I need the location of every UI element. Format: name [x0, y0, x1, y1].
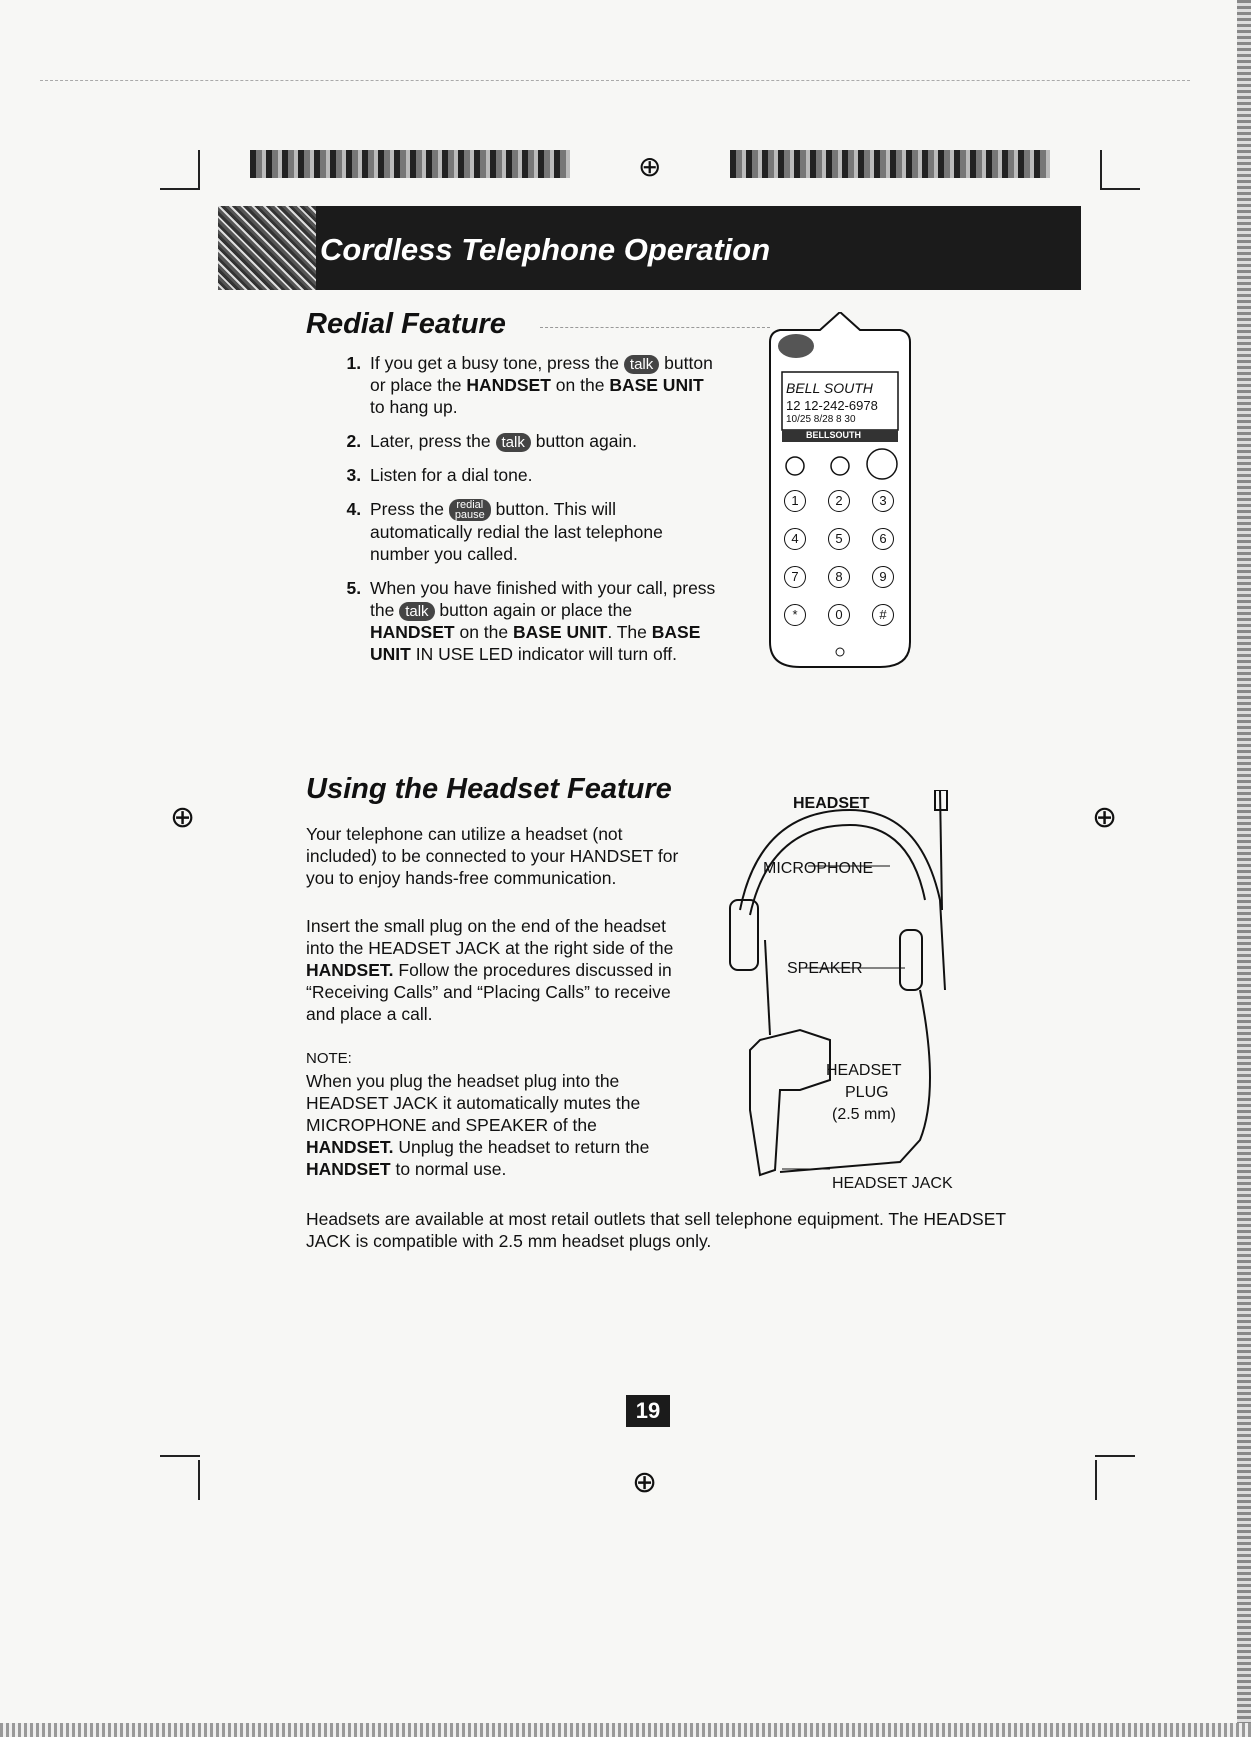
- keypad-key: 2: [828, 490, 850, 512]
- note-label: NOTE:: [306, 1050, 352, 1067]
- keypad-key: 0: [828, 604, 850, 626]
- keypad-key: 6: [872, 528, 894, 550]
- label-microphone: MICROPHONE: [763, 860, 874, 877]
- keypad-key: 5: [828, 528, 850, 550]
- headset-paragraph-1: Your telephone can utilize a headset (not included) to be connected to your HANDSET for you to enjoy hands-free communication.: [306, 824, 679, 888]
- crop-mark: [1100, 150, 1102, 190]
- step-1: 1. If you get a busy tone, press the talk button or place the HANDSET on the BASE UNIT to hang up.: [366, 352, 716, 418]
- headset-illustration: [720, 790, 980, 1190]
- display-line-2: 12 12-242-6978: [786, 398, 878, 413]
- label-plug-3: (2.5 mm): [832, 1106, 896, 1123]
- footer-text: Headsets are available at most retail outlets that sell telephone equipment. The HEADSET JACK is compatible with 2.5 mm headset plugs only.: [306, 1209, 1006, 1251]
- banner-texture: [218, 206, 316, 290]
- page-number: 19: [626, 1395, 670, 1427]
- registration-bar: [250, 150, 570, 178]
- keypad-key: 1: [784, 490, 806, 512]
- keypad-key: 7: [784, 566, 806, 588]
- crop-mark: [160, 188, 200, 190]
- keypad-key: 8: [828, 566, 850, 588]
- registration-target-icon: ⊕: [170, 801, 196, 834]
- headset-paragraph-2: Insert the small plug on the end of the headset into the HEADSET JACK at the right side of the HANDSET. Follow the procedures discussed in “Receiving Calls” and “Placing Calls” to receive and place a call.: [306, 916, 674, 1024]
- crop-mark: [160, 1455, 200, 1457]
- crop-mark: [198, 150, 200, 190]
- registration-target-icon: ⊕: [632, 1466, 658, 1499]
- display-line-3: 10/25 8/28 8 30: [786, 414, 856, 425]
- scan-edge: [1237, 0, 1251, 1737]
- crop-mark: [1095, 1455, 1135, 1457]
- redial-steps: [330, 352, 716, 677]
- keypad-key: 9: [872, 566, 894, 588]
- keypad-key: 3: [872, 490, 894, 512]
- talk-button-icon: talk: [399, 602, 434, 621]
- crop-mark: [1100, 188, 1140, 190]
- label-plug-2: PLUG: [845, 1084, 889, 1101]
- keypad-key: 4: [784, 528, 806, 550]
- label-plug-1: HEADSET: [826, 1062, 902, 1079]
- talk-button-icon: talk: [624, 355, 659, 374]
- keypad-key: #: [872, 604, 894, 626]
- crop-mark: [198, 1460, 200, 1500]
- registration-target-icon: ⊕: [638, 151, 662, 182]
- redial-heading: Redial Feature: [306, 308, 506, 340]
- page-title: Cordless Telephone Operation: [320, 232, 771, 267]
- step-2: 2. Later, press the talk button again.: [366, 430, 716, 452]
- keypad-key: *: [784, 604, 806, 626]
- label-headset: HEADSET: [793, 795, 870, 812]
- scan-edge: [0, 1723, 1251, 1737]
- step-4: 4. Press the redial pause button. This will automatically redial the last telephone number you called.: [366, 498, 716, 565]
- redial-pause-button-icon: redial pause: [449, 499, 491, 521]
- talk-button-icon: talk: [496, 433, 531, 452]
- registration-target-icon: ⊕: [1092, 801, 1118, 834]
- heading-rule: [540, 327, 770, 328]
- phone-brand: BELLSOUTH: [806, 430, 861, 440]
- display-line-1: BELL SOUTH: [786, 380, 873, 396]
- step-3: 3. Listen for a dial tone.: [366, 464, 716, 486]
- note-text: When you plug the headset plug into the HEADSET JACK it automatically mutes the MICROPHONE and SPEAKER of the HANDSET. Unplug the headset to return the HANDSET to normal use.: [306, 1071, 650, 1179]
- label-headset-jack: HEADSET JACK: [832, 1175, 953, 1192]
- crop-mark: [1095, 1460, 1097, 1500]
- top-dashed-rule: [40, 80, 1190, 81]
- step-5: 5. When you have finished with your call, press the talk button again or place the HANDSET on the BASE UNIT. The BASE UNIT IN USE LED indicator will turn off.: [366, 577, 716, 665]
- label-speaker: SPEAKER: [787, 960, 863, 977]
- headset-heading: Using the Headset Feature: [306, 773, 672, 805]
- registration-bar: [730, 150, 1050, 178]
